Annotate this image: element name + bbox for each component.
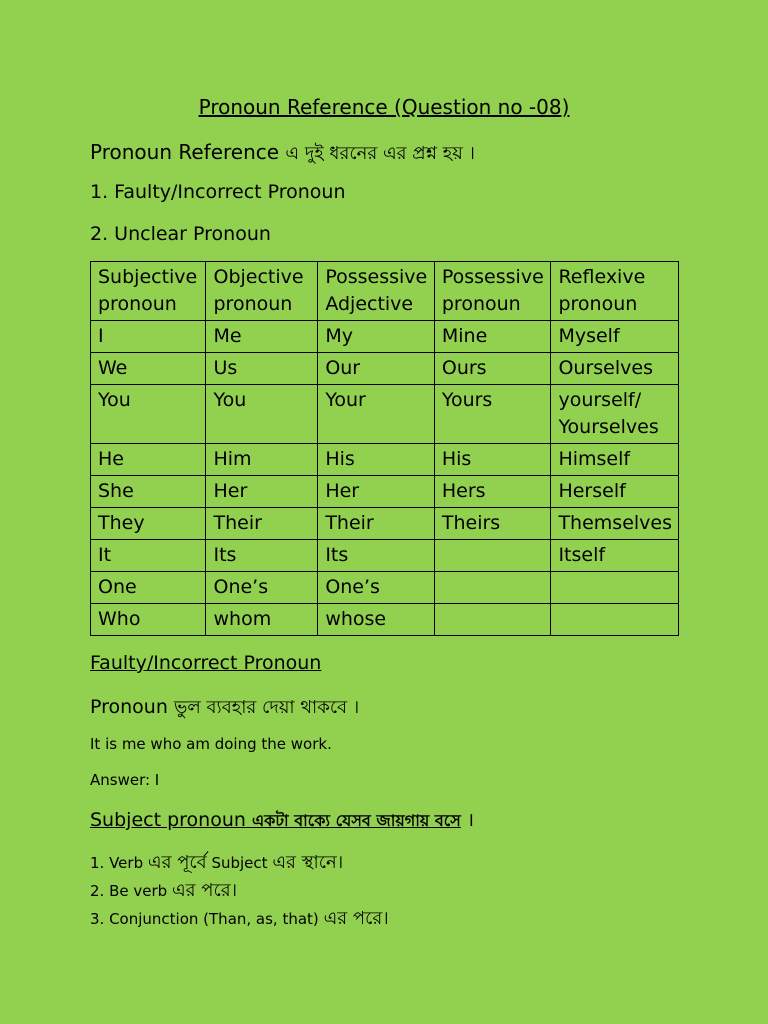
header-possessive-adjective: Possessive Adjective	[318, 262, 435, 321]
table-cell: yourself/ Yourselves	[551, 385, 679, 444]
table-cell	[551, 572, 679, 604]
table-cell: Hers	[434, 476, 551, 508]
table-cell: Me	[206, 321, 318, 353]
position-item-3: 3. Conjunction (Than, as, that) এর পরে।	[90, 908, 389, 929]
rule-english: Pronoun	[90, 696, 168, 718]
table-header-row	[91, 262, 679, 321]
table-cell: Yours	[434, 385, 551, 444]
pronoun-table	[90, 261, 679, 636]
table-cell	[434, 572, 551, 604]
table-cell: They	[91, 508, 206, 540]
intro-english: Pronoun Reference	[90, 140, 280, 164]
table-cell: Him	[206, 444, 318, 476]
list-item-faulty: 1. Faulty/Incorrect Pronoun	[90, 181, 346, 203]
subject-pronoun-line	[90, 806, 474, 835]
table-cell: Her	[318, 476, 435, 508]
table-cell: His	[318, 444, 435, 476]
table-cell: Who	[91, 604, 206, 636]
table-cell: whose	[318, 604, 435, 636]
table-cell	[551, 604, 679, 636]
table-row	[91, 540, 679, 572]
example-sentence: It is me who am doing the work.	[90, 735, 332, 753]
table-cell: Mine	[434, 321, 551, 353]
table-cell: We	[91, 353, 206, 385]
table-cell: Himself	[551, 444, 679, 476]
table-cell: Us	[206, 353, 318, 385]
table-cell: One’s	[318, 572, 435, 604]
position-item-1: 1. Verb এর পূর্বে Subject এর স্থানে।	[90, 852, 344, 873]
table-cell: Itself	[551, 540, 679, 572]
header-possessive-pronoun: Possessive pronoun	[434, 262, 551, 321]
header-subjective: Subjective pronoun	[91, 262, 206, 321]
intro-bangla: এ দুই ধরনের এর প্রশ্ন হয় ।	[285, 143, 475, 164]
table-row	[91, 572, 679, 604]
table-cell: Myself	[551, 321, 679, 353]
table-cell: He	[91, 444, 206, 476]
rule-line	[90, 693, 359, 724]
table-cell: One	[91, 572, 206, 604]
table-cell: Its	[206, 540, 318, 572]
table-cell: whom	[206, 604, 318, 636]
table-row	[91, 321, 679, 353]
table-cell	[434, 604, 551, 636]
table-row	[91, 476, 679, 508]
table-cell: Her	[206, 476, 318, 508]
table-cell: Themselves	[551, 508, 679, 540]
table-row	[91, 604, 679, 636]
table-cell: His	[434, 444, 551, 476]
table-cell: Their	[318, 508, 435, 540]
table-cell	[434, 540, 551, 572]
table-cell: One’s	[206, 572, 318, 604]
table-cell: She	[91, 476, 206, 508]
table-cell: Ourselves	[551, 353, 679, 385]
table-row	[91, 385, 679, 444]
table-cell: Its	[318, 540, 435, 572]
table-cell: It	[91, 540, 206, 572]
table-row	[91, 353, 679, 385]
table-row	[91, 444, 679, 476]
page-title: Pronoun Reference (Question no -08)	[198, 95, 570, 119]
table-cell: I	[91, 321, 206, 353]
list-item-unclear: 2. Unclear Pronoun	[90, 223, 271, 245]
table-cell: You	[91, 385, 206, 444]
subject-pronoun-label: Subject pronoun একটা বাক্যে যেসব জায়গায় বসে	[90, 809, 461, 831]
table-cell: Ours	[434, 353, 551, 385]
table-cell: Their	[206, 508, 318, 540]
answer-line: Answer: I	[90, 771, 160, 789]
table-cell: Your	[318, 385, 435, 444]
table-cell: Herself	[551, 476, 679, 508]
table-cell: You	[206, 385, 318, 444]
section-heading: Faulty/Incorrect Pronoun	[90, 652, 322, 674]
header-objective: Objective pronoun	[206, 262, 318, 321]
header-reflexive: Reflexive pronoun	[551, 262, 679, 321]
subject-pronoun-end: ।	[466, 809, 475, 831]
rule-bangla: ভুল ব্যবহার দেয়া থাকবে ।	[173, 697, 360, 718]
table-row	[91, 508, 679, 540]
position-item-2: 2. Be verb এর পরে।	[90, 880, 238, 901]
table-cell: Our	[318, 353, 435, 385]
intro-line	[90, 139, 475, 170]
table-cell: My	[318, 321, 435, 353]
table-cell: Theirs	[434, 508, 551, 540]
